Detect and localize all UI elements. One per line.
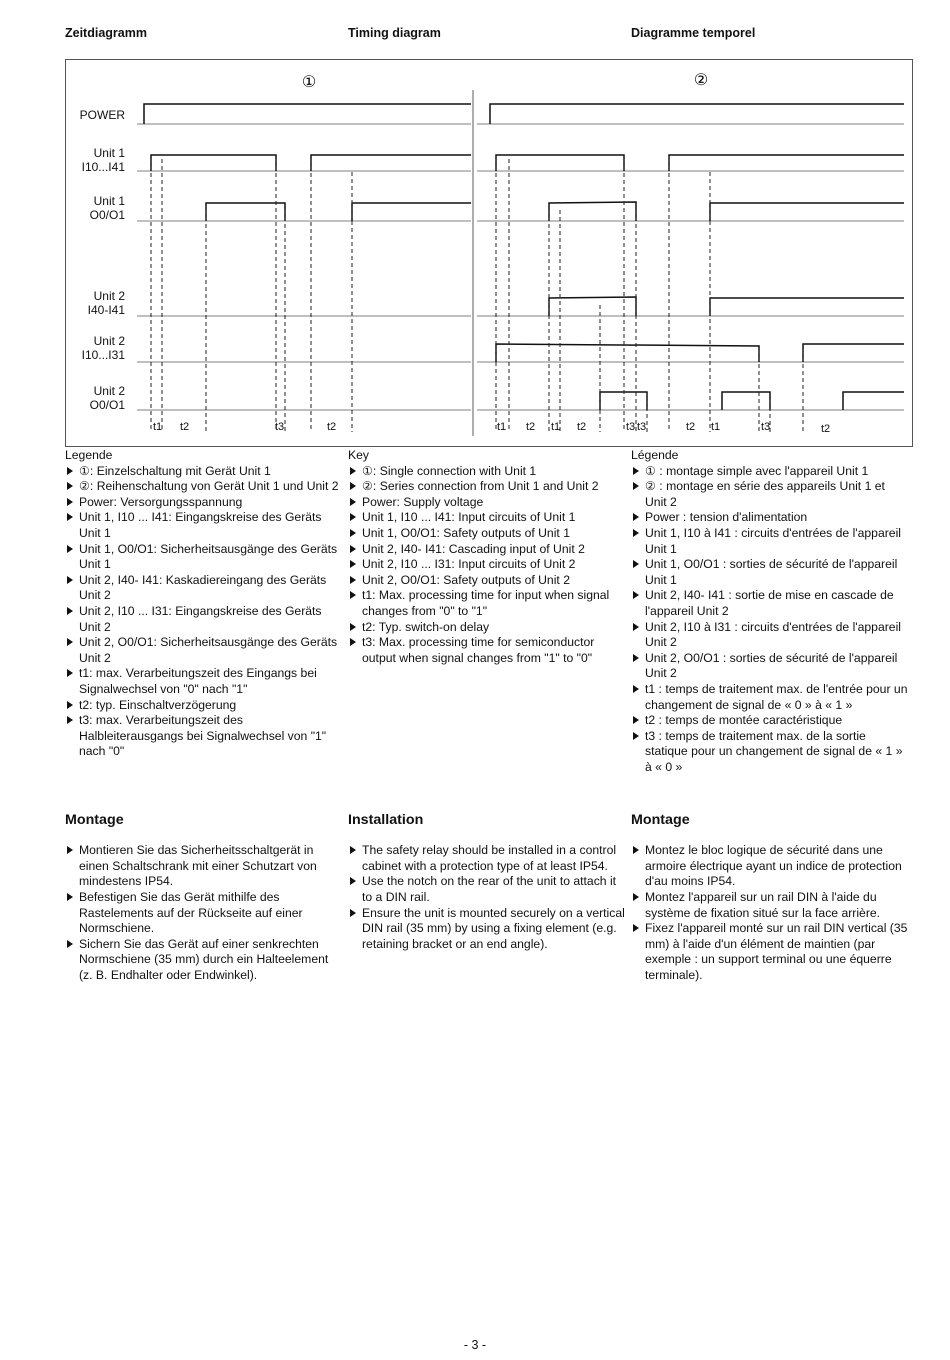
key-item: t1: Max. processing time for input when signal changes from "0" to "1" bbox=[348, 588, 626, 619]
time-label: t2 bbox=[686, 421, 696, 433]
key-item: Unit 1, O0/O1: Sicherheitsausgänge des Geräts Unit 1 bbox=[65, 542, 343, 573]
timing-markers bbox=[151, 159, 803, 432]
signal-label-u2-in: Unit 2 bbox=[93, 334, 125, 348]
key-label: Key bbox=[348, 448, 370, 462]
key-item: t3: max. Verarbeitungszeit des Halbleiterausgangs bei Signalwechsel von "1" nach "0" bbox=[65, 713, 343, 760]
key-item: Unit 2, O0/O1: Safety outputs of Unit 2 bbox=[348, 573, 626, 589]
installation-title: Montage bbox=[65, 812, 124, 829]
time-label: t3 bbox=[761, 421, 771, 433]
key-item: Unit 2, O0/O1 : sorties de sécurité de l'appareil Unit 2 bbox=[631, 651, 909, 682]
key-item: ①: Einzelschaltung mit Gerät Unit 1 bbox=[65, 464, 343, 480]
header-de: Zeitdiagramm bbox=[65, 26, 147, 40]
key-item: t1 : temps de traitement max. de l'entrée pour un changement de signal de « 0 » à « 1 » bbox=[631, 682, 909, 713]
installation-title: Montage bbox=[631, 812, 690, 829]
time-label: t3 bbox=[637, 421, 647, 433]
installation-en bbox=[348, 799, 626, 952]
key-item: Unit 2, I10 à I31 : circuits d'entrées de l'appareil Unit 2 bbox=[631, 620, 909, 651]
signal-label-u1-in: Unit 1 bbox=[93, 146, 125, 160]
installation-item: The safety relay should be installed in a control cabinet with a protection type of at least IP54. bbox=[348, 843, 626, 874]
time-label: t3 bbox=[275, 421, 285, 433]
time-label: t1 bbox=[497, 421, 507, 433]
key-item: Unit 2, I40- I41: Kaskadiereingang des Geräts Unit 2 bbox=[65, 573, 343, 604]
key-label: Légende bbox=[631, 448, 679, 462]
signal-label-u1-out-sub: O0/O1 bbox=[89, 208, 125, 222]
time-label: t2 bbox=[526, 421, 536, 433]
key-item: t3: Max. processing time for semiconductor output when signal changes from "1" to "0" bbox=[348, 635, 626, 666]
signal-label-u1-in-sub: I10...I41 bbox=[81, 160, 125, 174]
key-item: t2: Typ. switch-on delay bbox=[348, 620, 626, 636]
key-item: Power: Versorgungsspannung bbox=[65, 495, 343, 511]
installation-title: Installation bbox=[348, 812, 424, 829]
installation-item: Fixez l'appareil monté sur un rail DIN vertical (35 mm) à l'aide d'un élément de maintien (par exemple : un support terminal ou une équerre terminale). bbox=[631, 921, 909, 983]
signal-label-u2-out-sub: O0/O1 bbox=[89, 398, 125, 412]
installation-item: Montieren Sie das Sicherheitsschaltgerät in einen Schaltschrank mit einer Schutzart von mindestens IP54. bbox=[65, 843, 343, 890]
signal-label-power: POWER bbox=[79, 108, 125, 122]
installation-item: Sichern Sie das Gerät auf einer senkrechten Normschiene (35 mm) durch ein Halteelement (z. B. Endhalter oder Endwinkel). bbox=[65, 937, 343, 984]
key-label: Legende bbox=[65, 448, 113, 462]
key-item: Unit 1, O0/O1: Safety outputs of Unit 1 bbox=[348, 526, 626, 542]
time-label: t1 bbox=[551, 421, 561, 433]
signal-label-u2-cascade-sub: I40-I41 bbox=[87, 303, 125, 317]
key-item: ①: Single connection with Unit 1 bbox=[348, 464, 626, 480]
key-item: Unit 2, I10 ... I31: Eingangskreise des Geräts Unit 2 bbox=[65, 604, 343, 635]
signal-label-u2-out: Unit 2 bbox=[93, 384, 125, 398]
time-label: t3 bbox=[626, 421, 636, 433]
header-fr: Diagramme temporel bbox=[631, 26, 756, 40]
installation-item: Befestigen Sie das Gerät mithilfe des Rastelements auf der Rückseite auf einer Normschiene. bbox=[65, 890, 343, 937]
key-item: Unit 2, O0/O1: Sicherheitsausgänge des Geräts Unit 2 bbox=[65, 635, 343, 666]
key-item: Unit 1, I10 ... I41: Input circuits of Unit 1 bbox=[348, 510, 626, 526]
signal-label-u2-in-sub: I10...I31 bbox=[81, 348, 125, 362]
installation-fr bbox=[631, 799, 909, 983]
key-item: t2: typ. Einschaltverzögerung bbox=[65, 698, 343, 714]
key-item: ② : montage en série des appareils Unit 1 et Unit 2 bbox=[631, 479, 909, 510]
key-item: t2 : temps de montée caractéristique bbox=[631, 713, 909, 729]
timing-diagram-svg bbox=[66, 60, 914, 448]
installation-item: Montez l'appareil sur un rail DIN à l'aide du système de fixation situé sur la face arrière. bbox=[631, 890, 909, 921]
time-label: t1 bbox=[153, 421, 163, 433]
key-item: ②: Series connection from Unit 1 and Unit 2 bbox=[348, 479, 626, 495]
key-de bbox=[65, 448, 343, 760]
key-item: Unit 2, I40- I41 : sortie de mise en cascade de l'appareil Unit 2 bbox=[631, 588, 909, 619]
time-label: t2 bbox=[327, 421, 337, 433]
section-2-marker: ② bbox=[693, 72, 709, 89]
time-label: t2 bbox=[180, 421, 190, 433]
installation-item: Use the notch on the rear of the unit to attach it to a DIN rail. bbox=[348, 874, 626, 905]
installation-de bbox=[65, 799, 343, 983]
key-item: Unit 2, I10 ... I31: Input circuits of Unit 2 bbox=[348, 557, 626, 573]
key-item: t1: max. Verarbeitungszeit des Eingangs bei Signalwechsel von "0" nach "1" bbox=[65, 666, 343, 697]
section-1-marker: ① bbox=[301, 74, 317, 91]
key-item: Unit 2, I40- I41: Cascading input of Unit 2 bbox=[348, 542, 626, 558]
installation-item: Ensure the unit is mounted securely on a vertical DIN rail (35 mm) by using a fixing element (e.g. retaining bracket or an end angle). bbox=[348, 906, 626, 953]
page-number: - 3 - bbox=[463, 1338, 487, 1352]
time-label: t2 bbox=[577, 421, 587, 433]
key-item: Unit 1, I10 à I41 : circuits d'entrées de l'appareil Unit 1 bbox=[631, 526, 909, 557]
key-item: t3 : temps de traitement max. de la sortie statique pour un changement de signal de « 1 » à « 0 » bbox=[631, 729, 909, 776]
timing-diagram bbox=[65, 59, 913, 447]
key-item: Unit 1, O0/O1 : sorties de sécurité de l'appareil Unit 1 bbox=[631, 557, 909, 588]
time-label: t1 bbox=[711, 421, 721, 433]
key-en bbox=[348, 448, 626, 666]
installation-item: Montez le bloc logique de sécurité dans une armoire électrique ayant un indice de protection d'au moins IP54. bbox=[631, 843, 909, 890]
signal-label-u1-out: Unit 1 bbox=[93, 194, 125, 208]
time-label: t2 bbox=[821, 423, 831, 435]
waveforms bbox=[144, 104, 904, 410]
key-item: Unit 1, I10 ... I41: Eingangskreise des Geräts Unit 1 bbox=[65, 510, 343, 541]
signal-label-u2-cascade: Unit 2 bbox=[93, 289, 125, 303]
header-en: Timing diagram bbox=[348, 26, 441, 40]
key-item: ① : montage simple avec l'appareil Unit 1 bbox=[631, 464, 909, 480]
key-item: Power: Supply voltage bbox=[348, 495, 626, 511]
key-item: Power : tension d'alimentation bbox=[631, 510, 909, 526]
baselines bbox=[137, 124, 904, 410]
key-fr bbox=[631, 448, 909, 775]
key-item: ②: Reihenschaltung von Gerät Unit 1 und Unit 2 bbox=[65, 479, 343, 495]
